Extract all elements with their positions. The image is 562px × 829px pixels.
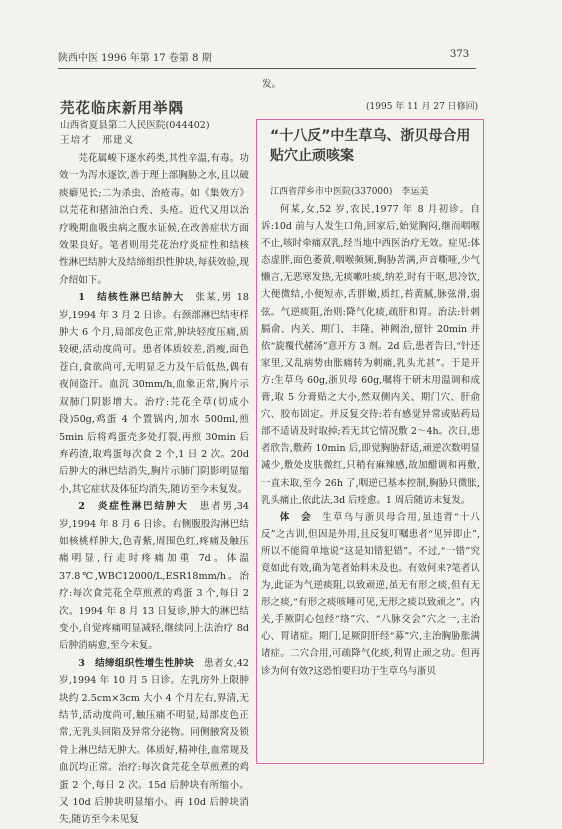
right-article-body — [261, 201, 480, 680]
case-3 — [59, 655, 249, 829]
continued-text: 发。 — [262, 79, 282, 90]
received-date: (1995 年 11 月 27 日修回) — [366, 102, 479, 112]
left-article-title: 芫花临床新用举隅 — [60, 101, 184, 117]
right-article-affiliation: 江西省萍乡市中医院(337000) 李运美 — [270, 187, 429, 197]
discussion-text: 生草乌与浙贝母合用,虽违背“十八反”之古训,但因是外用,且反复叮嘱患者“见异即止”,所以不能简单地说“这是知错犯错”。不过,“一错”究竟如此有效,确为笔者始料未及也。有效何来?笔者认为,此证为气逆痰阻,以致顽逆,虽无有形之痰,但有无形之痰,“有形之痰咳唾可见,无形之痰以致顽之”。内关,手厥阴心包经“络”穴、“八脉交会”穴之一,主治心、胃诸症。期门,足厥阴肝经“募”穴,主治胸胁胀满诸症。二穴合用,可疏降气化痰,利胃止顽之功。但再诊为何有效?这恐怕要归功于生草乌与浙贝 — [261, 511, 480, 677]
right-article-title: “十八反”中生草乌、浙贝母合用贴穴止顽咳案 — [270, 128, 471, 164]
page-header — [58, 49, 478, 65]
case-2 — [59, 498, 249, 655]
case-1-text: 张某,男 18 岁,1994 年 3 月 2 日诊。右颈部淋巴结枣样肿大 6 个月,局部皮色正常,肿块轻度压痛,质较硬,活动度尚可。患者体质较差,消瘦,面色苍白,食欲尚可,无明显乏力及午后低热,偶有夜间盗汗。血沉 30mm/h,血象正常,胸片示双肺门阴影增大。治疗:芫花全草(切成小段)50g,鸡蛋 4 个置锅内,加水 500ml,煎 5min 后将鸡蛋壳多处打裂,再煎 30min 后弃药渣,取鸡蛋每次食 2 个,1 日 2 次。20d 后肿大的淋巴结消失,胸片示肺门阴影明显缩小,其它症状及体征均消失,随访至今未复发。 — [59, 292, 249, 495]
left-article-body — [59, 150, 249, 829]
case-2-heading: 2 炎症性淋巴结肿大 — [78, 501, 189, 513]
left-article-authors: 王培才 邢建义 — [60, 135, 135, 146]
case-3-heading: 3 结缔组织性增生性肿块 — [78, 657, 195, 669]
journal-title: 陕西中医 1996 年第 17 卷第 8 期 — [58, 53, 212, 64]
left-article-affiliation: 山西省夏县第二人民医院(044402) — [60, 120, 210, 131]
header-rule — [58, 68, 476, 69]
left-intro: 芫花属峻下逐水药类,其性辛温,有毒。功效一为泻水逐饮,善于理上部胸胁之水,且以破痰癖见长;二为杀虫、治疮毒。如《集效方》以芫花和猪油治白秃、头疮。近代又用以治疗晚期血吸虫病之腹水证候,在改善症状方面效果良好。笔者则用芫花治疗炎症性和结核性淋巴结肿大及结缔组织性肿块,每获效验,现介绍如下。 — [59, 153, 249, 286]
case-3-text: 患者女,42 岁,1994 年 10 月 5 日诊。左乳房外上限肿块约 2.5cm×3cm 大小 4 个月左右,界清,无结节,活动度尚可,触压痛不明显,局部皮色正常,无乳头回陷及异常分泌物。同侧腋窝及锁骨上淋巴结无肿大。体质好,精神佳,血常规及血沉均正常。治疗:每次食芫花全草煎煮的鸡蛋 2 个,每日 2 次。15d 后肿块有所缩小。又 10d 后肿块明显缩小。再 10d 后肿块消失,随访至今未见复 — [59, 657, 249, 826]
case-report: 何某,女,52 岁,农民,1977 年 8 月初诊。自诉:10d 前与人发生口角,回家后,始觉胸闷,继而咽喉不止,咳时牵痛双乳,经当地中西医治疗无效。症见:体态虚胖,面色萎黄,咽喉频频,胸胁苦满,声音嘶哑,少气懒言,无恶寒发热,无痰嗽吐痰,纳差,时有干呕,思冷饮,大便微结,小便短赤,舌胖嫩,质红,苔黄腻,脉弦滑,弱弦。气逆痰阻,治则:降气化痰,疏肝和胃。治法:针刺膈俞、内关、期门、丰隆、神阙治,留针 20min 并依“旋覆代赭汤”意开方 3 剂。2d 后,患者告曰,“针还家里,又乱病势由胀痛转为刺痛,乳头尤甚”。于是开方:生草乌 60g,浙贝母 60g,嘱将干研末用温调和成膏,取 5 分膏贴之大小,然双侧内关、期门穴、肝俞穴、胶布固定。并反复交待:若有感觉异常或贴药局部不适请及时取掉;若无其它情况敷 2～4h。次日,患者欣告,敷药 10min 后,即觉胸胁舒适,顽逆次数明显减少,敷处皮肤微红,只稍有麻辣感,故加醋调和再敷,一直未取,至今 26h 了,咽逆已基本控制,胸胁只微胀,乳头痛止,依此法,3d 后痊愈。1 周后随访未复发。 — [261, 204, 480, 506]
discussion — [261, 509, 480, 680]
case-1 — [59, 289, 249, 498]
case-2-text: 患者男,34 岁,1994 年 8 月 6 日诊。右侧腹股沟淋巴结如核桃样肿大,色青紫,周围色红,疼痛及触压痛明显,行走时疼痛加重 7d。体温 37.8℃,WBC12000/L,ESR18mm/h。治疗:每次食芫花全草煎煮的鸡蛋 3 个,每日 2 次。1994 年 8 月 13 日复诊,肿大的淋巴结变小,自觉疼痛明显减轻,继续同上法治疗 8d 后肿消病愈,至今未复。 — [59, 501, 249, 652]
case-1-heading: 1 结核性淋巴结肿大 — [78, 292, 185, 304]
page-number: 373 — [450, 49, 470, 60]
discussion-heading: 体 会 — [279, 511, 312, 523]
